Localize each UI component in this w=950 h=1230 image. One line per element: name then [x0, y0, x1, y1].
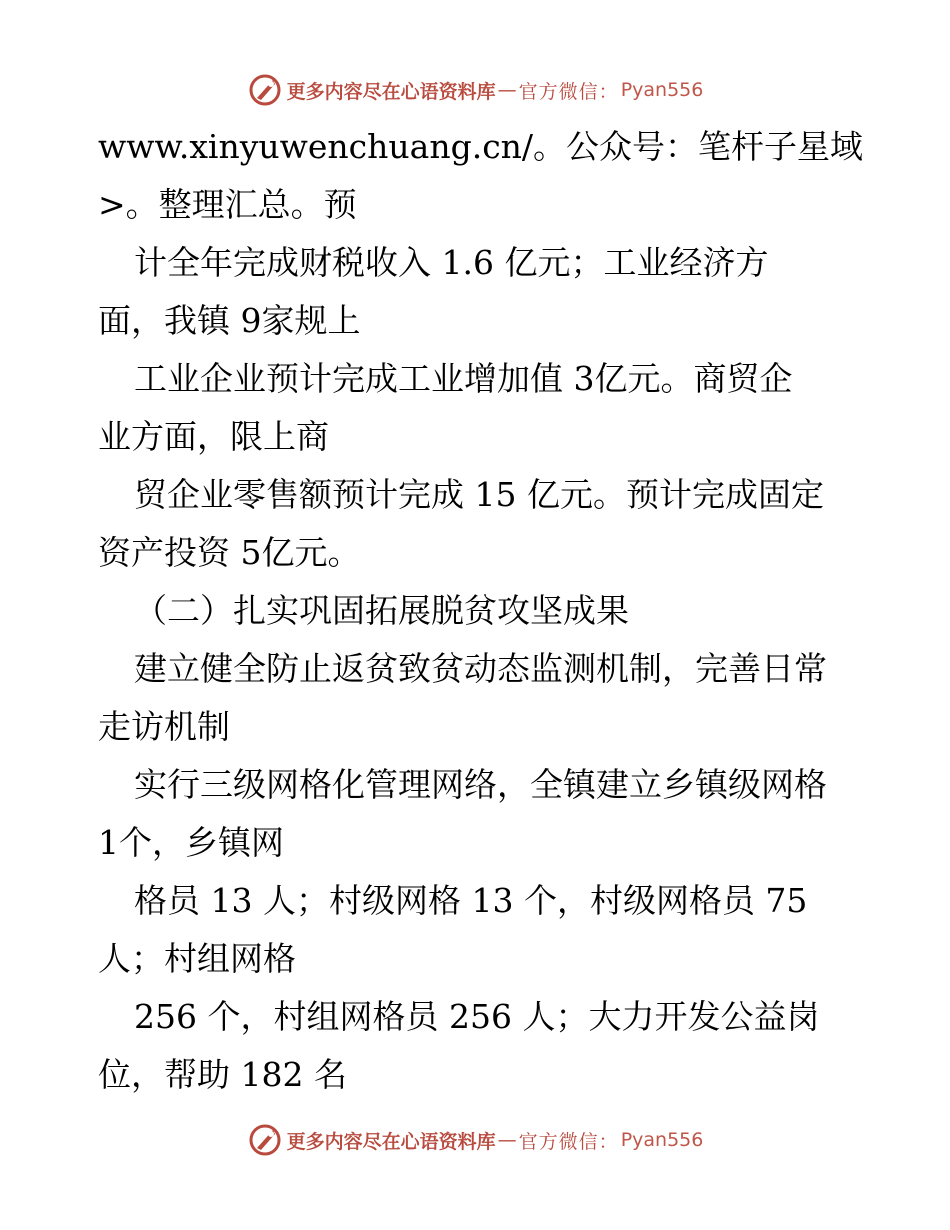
watermark-wechat-label: 官方微信： — [518, 80, 619, 103]
quill-logo-icon — [247, 72, 283, 108]
watermark-wechat-id: Pyan556 — [620, 1129, 704, 1151]
text-line: 计全年完成财税收入 1.6 亿元；工业经济方 — [134, 243, 769, 282]
text-line: 业方面，限上商 — [98, 417, 329, 456]
text-line: 工业企业预计完成工业增加值 3亿元。商贸企 — [134, 359, 793, 398]
watermark-dash: — — [497, 1129, 517, 1151]
text-line: 人；村组网格 — [98, 939, 296, 978]
text-line: 实行三级网格化管理网络，全镇建立乡镇级网格 — [134, 765, 827, 804]
document-body — [98, 118, 864, 1104]
text-line: www.xinyuwenchuang.cn/。公众号：笔杆子星域 — [98, 127, 864, 166]
header-watermark — [0, 70, 950, 110]
footer-watermark — [0, 1120, 950, 1160]
text-line: 贸企业零售额预计完成 15 亿元。预计完成固定 — [134, 475, 824, 514]
watermark-wechat-label: 官方微信： — [518, 1130, 619, 1153]
text-line: 256 个，村组网格员 256 人；大力开发公益岗 — [134, 997, 820, 1036]
quill-logo-icon — [247, 1122, 283, 1158]
watermark-wechat-id: Pyan556 — [620, 79, 704, 101]
text-line: 位，帮助 182 名 — [98, 1055, 347, 1094]
watermark-dash: — — [497, 79, 517, 101]
text-line: 1个，乡镇网 — [98, 823, 284, 862]
text-line: 面，我镇 9家规上 — [98, 301, 361, 340]
text-line: 走访机制 — [98, 707, 230, 746]
text-line: >。整理汇总。预 — [98, 185, 357, 224]
text-line: 建立健全防止返贫致贫动态监测机制，完善日常 — [134, 649, 827, 688]
text-line: 格员 13 人；村级网格 13 个，村级网格员 75 — [134, 881, 808, 920]
watermark-main-text: 更多内容尽在心语资料库 — [286, 80, 496, 103]
section-heading: （二）扎实巩固拓展脱贫攻坚成果 — [134, 591, 629, 630]
text-line: 资产投资 5亿元。 — [98, 533, 361, 572]
watermark-main-text: 更多内容尽在心语资料库 — [286, 1130, 496, 1153]
